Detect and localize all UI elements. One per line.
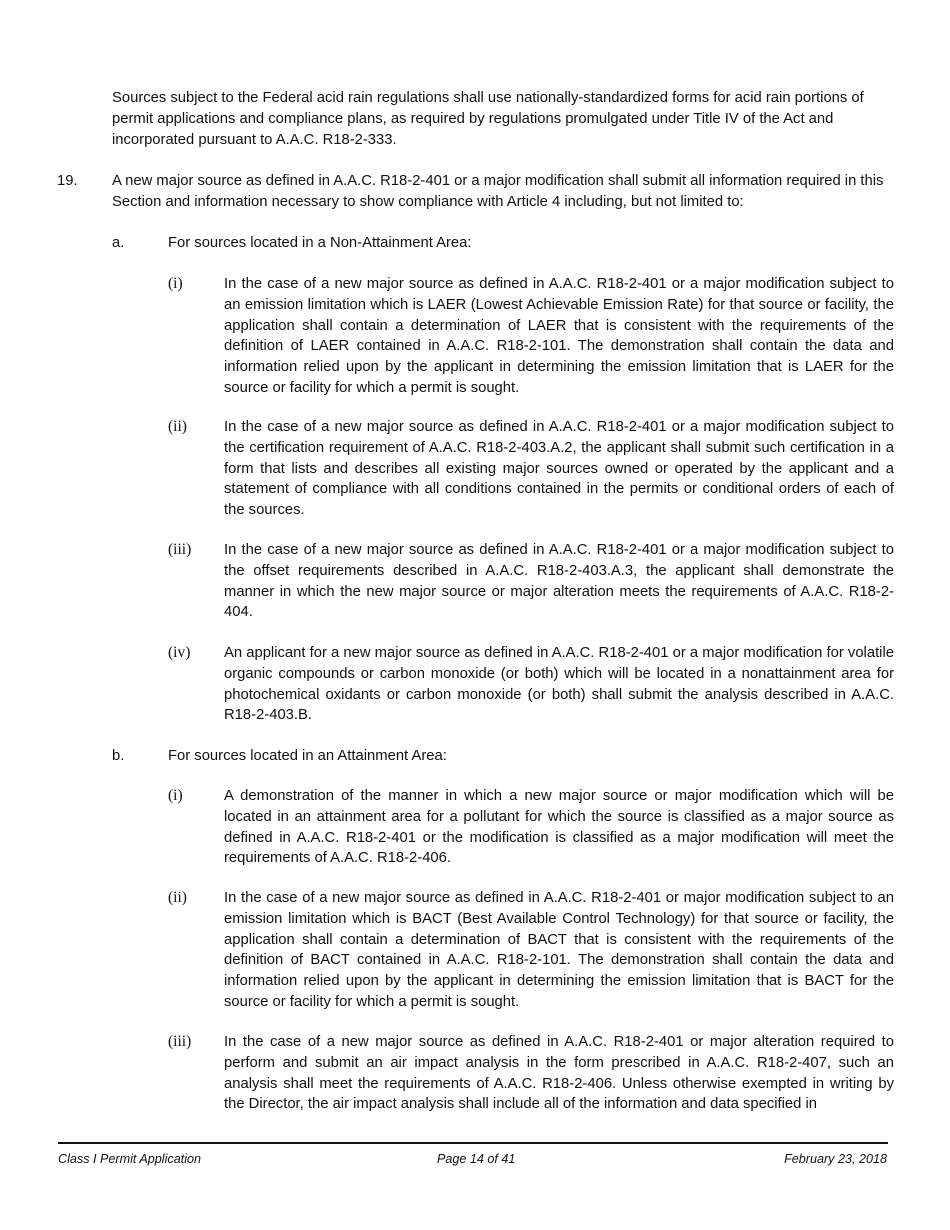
footer-rule xyxy=(58,1142,888,1144)
b-item-ii-text: In the case of a new major source as defined in A.A.C. R18-2-401 or major modification subject to an emission limitation which is BACT (Best Available Control Technology) for that source or facility, the application shall contain a determination of BACT that is consistent with the requirements of the definition of BACT contained in A.A.C. R18-2-101. The demonstration shall contain the data and information relied upon by the applicant in determining the emission limitation that is BACT for the source or facility for which a permit is sought. xyxy=(224,890,894,1010)
section-a-label: a. xyxy=(112,235,125,251)
footer-date: February 23, 2018 xyxy=(784,1152,887,1166)
a-item-iv-number: (iv) xyxy=(168,644,191,661)
b-item-ii-number: (ii) xyxy=(168,889,187,906)
item-19-text: A new major source as defined in A.A.C. R18-2-401 or a major modification shall submit all information required in this Section and information necessary to show compliance with Article 4 including, but not limited to: xyxy=(112,173,884,210)
item-19-number: 19. xyxy=(57,173,78,189)
a-item-ii-number: (ii) xyxy=(168,418,187,435)
section-b-label: b. xyxy=(112,748,125,764)
section-a-title: For sources located in a Non-Attainment Area: xyxy=(168,235,472,251)
b-item-iii-number: (iii) xyxy=(168,1033,192,1050)
section-b-title: For sources located in an Attainment Area: xyxy=(168,748,447,764)
a-item-i-text: In the case of a new major source as defined in A.A.C. R18-2-401 or a major modification subject to an emission limitation which is LAER (Lowest Achievable Emission Rate) for that source or facility, the application shall contain a determination of LAER that is consistent with the requirements of the definition of LAER contained in A.A.C. R18-2-101. The demonstration shall contain the data and information relied upon by the applicant in determining the emission limitation that is LAER for the source or facility for which a permit is sought. xyxy=(224,276,894,396)
footer-doc-title: Class I Permit Application xyxy=(58,1152,202,1166)
b-item-i-text: A demonstration of the manner in which a new major source or major modification which will be located in an attainment area for a pollutant for which the source is classified as a major source as defined in A.A.C. R18-2-401 or the modification is classified as a major modification will meet the requirements of A.A.C. R18-2-406. xyxy=(224,788,894,867)
b-item-i-number: (i) xyxy=(168,787,183,804)
a-item-i-number: (i) xyxy=(168,275,183,292)
footer-page-number: Page 14 of 41 xyxy=(437,1152,516,1166)
a-item-iii-text: In the case of a new major source as defined in A.A.C. R18-2-401 or a major modification subject to the offset requirements described in A.A.C. R18-2-403.A.3, the applicant shall demonstrate the manner in which the new major source or major alteration meets the requirements of A.A.C. R18-2-404. xyxy=(224,542,894,621)
intro-paragraph: Sources subject to the Federal acid rain regulations shall use nationally-standardized forms for acid rain portions of permit applications and compliance plans, as required by regulations promulgated under Title IV of the Act and incorporated pursuant to A.A.C. R18-2-333. xyxy=(112,90,864,148)
b-item-iii-text: In the case of a new major source as defined in A.A.C. R18-2-401 or major alteration required to perform and submit an air impact analysis in the form prescribed in A.A.C. R18-2-407, such an analysis shall meet the requirements of A.A.C. R18-2-406. Unless otherwise exempted in writing by the Director, the air impact analysis shall include all of the information and data specified in xyxy=(224,1034,894,1113)
a-item-ii-text: In the case of a new major source as defined in A.A.C. R18-2-401 or a major modification subject to the certification requirement of A.A.C. R18-2-403.A.2, the applicant shall submit such certification in a form that lists and describes all existing major sources owned or operated by the applicant and a statement of compliance with all conditions contained in the permits or conditional orders of each of the sources. xyxy=(224,419,894,519)
a-item-iv-text: An applicant for a new major source as defined in A.A.C. R18-2-401 or a major modification for volatile organic compounds or carbon monoxide (or both) which will be located in a nonattainment area for photochemical oxidants or carbon monoxide (or both) shall submit the analysis described in A.A.C. R18-2-403.B. xyxy=(224,645,894,724)
a-item-iii-number: (iii) xyxy=(168,541,192,558)
